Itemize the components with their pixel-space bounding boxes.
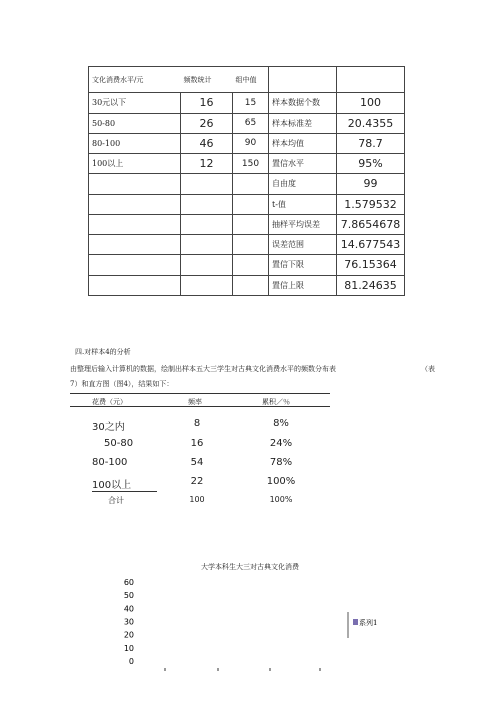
cell-range: 30元以下 (89, 93, 181, 113)
cell-mid (233, 235, 269, 255)
cell-freq (181, 214, 233, 234)
cell-val: 99 (337, 174, 405, 194)
table2-cell: 16 (190, 438, 204, 449)
section-paragraph-line1-right: （表 (421, 365, 435, 373)
header-midpoint: 组中值 (233, 67, 269, 93)
cell-mid: 65 (233, 113, 269, 133)
table2-cell: 50-80 (104, 438, 134, 449)
table-row (89, 194, 405, 214)
statistics-table (88, 66, 405, 296)
cell-range: 50-80 (89, 113, 181, 133)
section-heading: 四.对样本4的分析 (75, 348, 131, 356)
cell-stat: 样本数据个数 (269, 93, 337, 113)
legend-label: 系列1 (359, 619, 378, 627)
cell-val: 100 (337, 93, 405, 113)
cell-stat: 抽样平均误差 (269, 214, 337, 234)
cell-stat: 样本标准差 (269, 113, 337, 133)
table2-cell: 100% (269, 495, 293, 504)
y-tick-label: 40 (123, 604, 134, 614)
cell-range (89, 235, 181, 255)
table2-header-cost: 花费（元） (92, 398, 127, 406)
cell-val: 81.24635 (337, 275, 405, 295)
y-tick-label: 30 (123, 617, 134, 627)
cell-mid: 90 (233, 133, 269, 153)
table2-cell: 54 (190, 457, 204, 468)
cell-range (89, 275, 181, 295)
legend-swatch (353, 619, 358, 625)
cell-freq (181, 235, 233, 255)
cell-val: 1.579532 (337, 194, 405, 214)
table2-cell: 80-100 (92, 457, 128, 468)
y-tick-label: 20 (123, 630, 134, 640)
cell-freq: 46 (181, 133, 233, 153)
cell-range: 80-100 (89, 133, 181, 153)
cell-freq: 12 (181, 154, 233, 174)
table2-cell: 78% (269, 457, 293, 468)
y-tick-label: 10 (123, 643, 134, 653)
table2-cell: 30之内 (92, 422, 125, 433)
table2-total-rule (92, 491, 157, 492)
table2-cell: 24% (269, 438, 293, 449)
table2-cell: 8 (193, 418, 201, 429)
table2-header-freq: 频率 (188, 398, 202, 406)
cell-val: 14.677543 (337, 235, 405, 255)
table-row (89, 275, 405, 295)
cell-stat: 置信水平 (269, 154, 337, 174)
table2-cell: 合计 (108, 496, 124, 505)
cell-mid: 150 (233, 154, 269, 174)
table2-top-rule (70, 393, 330, 394)
table-row (89, 235, 405, 255)
cell-range (89, 255, 181, 275)
section-paragraph-line2: 7）和直方图（图4），结果如下： (70, 380, 174, 388)
cell-stat: t-值 (269, 194, 337, 214)
cell-stat: 自由度 (269, 174, 337, 194)
histogram-chart (0, 560, 500, 706)
cell-val: 76.15364 (337, 255, 405, 275)
y-tick-label: 60 (123, 578, 134, 587)
cell-val: 95% (337, 154, 405, 174)
table-row (89, 174, 405, 194)
cell-mid: 15 (233, 93, 269, 113)
cell-range (89, 214, 181, 234)
table2-header-cum: 累积／％ (262, 398, 290, 406)
cell-stat: 置信上限 (269, 275, 337, 295)
cell-val: 78.7 (337, 133, 405, 153)
cell-mid (233, 174, 269, 194)
table2-cell: 22 (190, 476, 204, 487)
section-paragraph-line1: 由整理后输入计算机的数据，绘制出样本五大三学生对古典文化消费水平的频数分布表 (70, 365, 336, 373)
cell-val: 7.8654678 (337, 214, 405, 234)
cell-mid (233, 255, 269, 275)
cell-freq (181, 174, 233, 194)
table-row (89, 93, 405, 113)
header-empty-2 (337, 67, 405, 93)
table2-cell: 100% (266, 476, 296, 487)
cell-freq: 16 (181, 93, 233, 113)
table-row (89, 214, 405, 234)
cell-mid (233, 275, 269, 295)
table-row (89, 133, 405, 153)
cell-range (89, 174, 181, 194)
cell-val: 20.4355 (337, 113, 405, 133)
cell-stat: 误差范围 (269, 235, 337, 255)
table-row (89, 113, 405, 133)
cell-freq (181, 275, 233, 295)
cell-freq (181, 255, 233, 275)
chart-title: 大学本科生大三对古典文化消费 (201, 563, 299, 571)
table2-cell: 8% (273, 418, 289, 429)
cell-range: 100以上 (89, 154, 181, 174)
y-tick-label: 50 (123, 591, 134, 601)
table2-cell: 100以上 (92, 480, 132, 491)
cell-freq (181, 194, 233, 214)
cell-mid (233, 214, 269, 234)
table2-cell: 100 (189, 495, 205, 504)
table-row (89, 255, 405, 275)
cell-freq: 26 (181, 113, 233, 133)
header-consumption-level: 文化消费水平/元 (89, 67, 181, 93)
header-frequency: 频数统计 (181, 67, 233, 93)
cell-mid (233, 194, 269, 214)
cell-stat: 置信下限 (269, 255, 337, 275)
header-empty-1 (269, 67, 337, 93)
table-row (89, 154, 405, 174)
y-tick-label: 0 (128, 657, 134, 666)
cell-stat: 样本均值 (269, 133, 337, 153)
cell-range (89, 194, 181, 214)
